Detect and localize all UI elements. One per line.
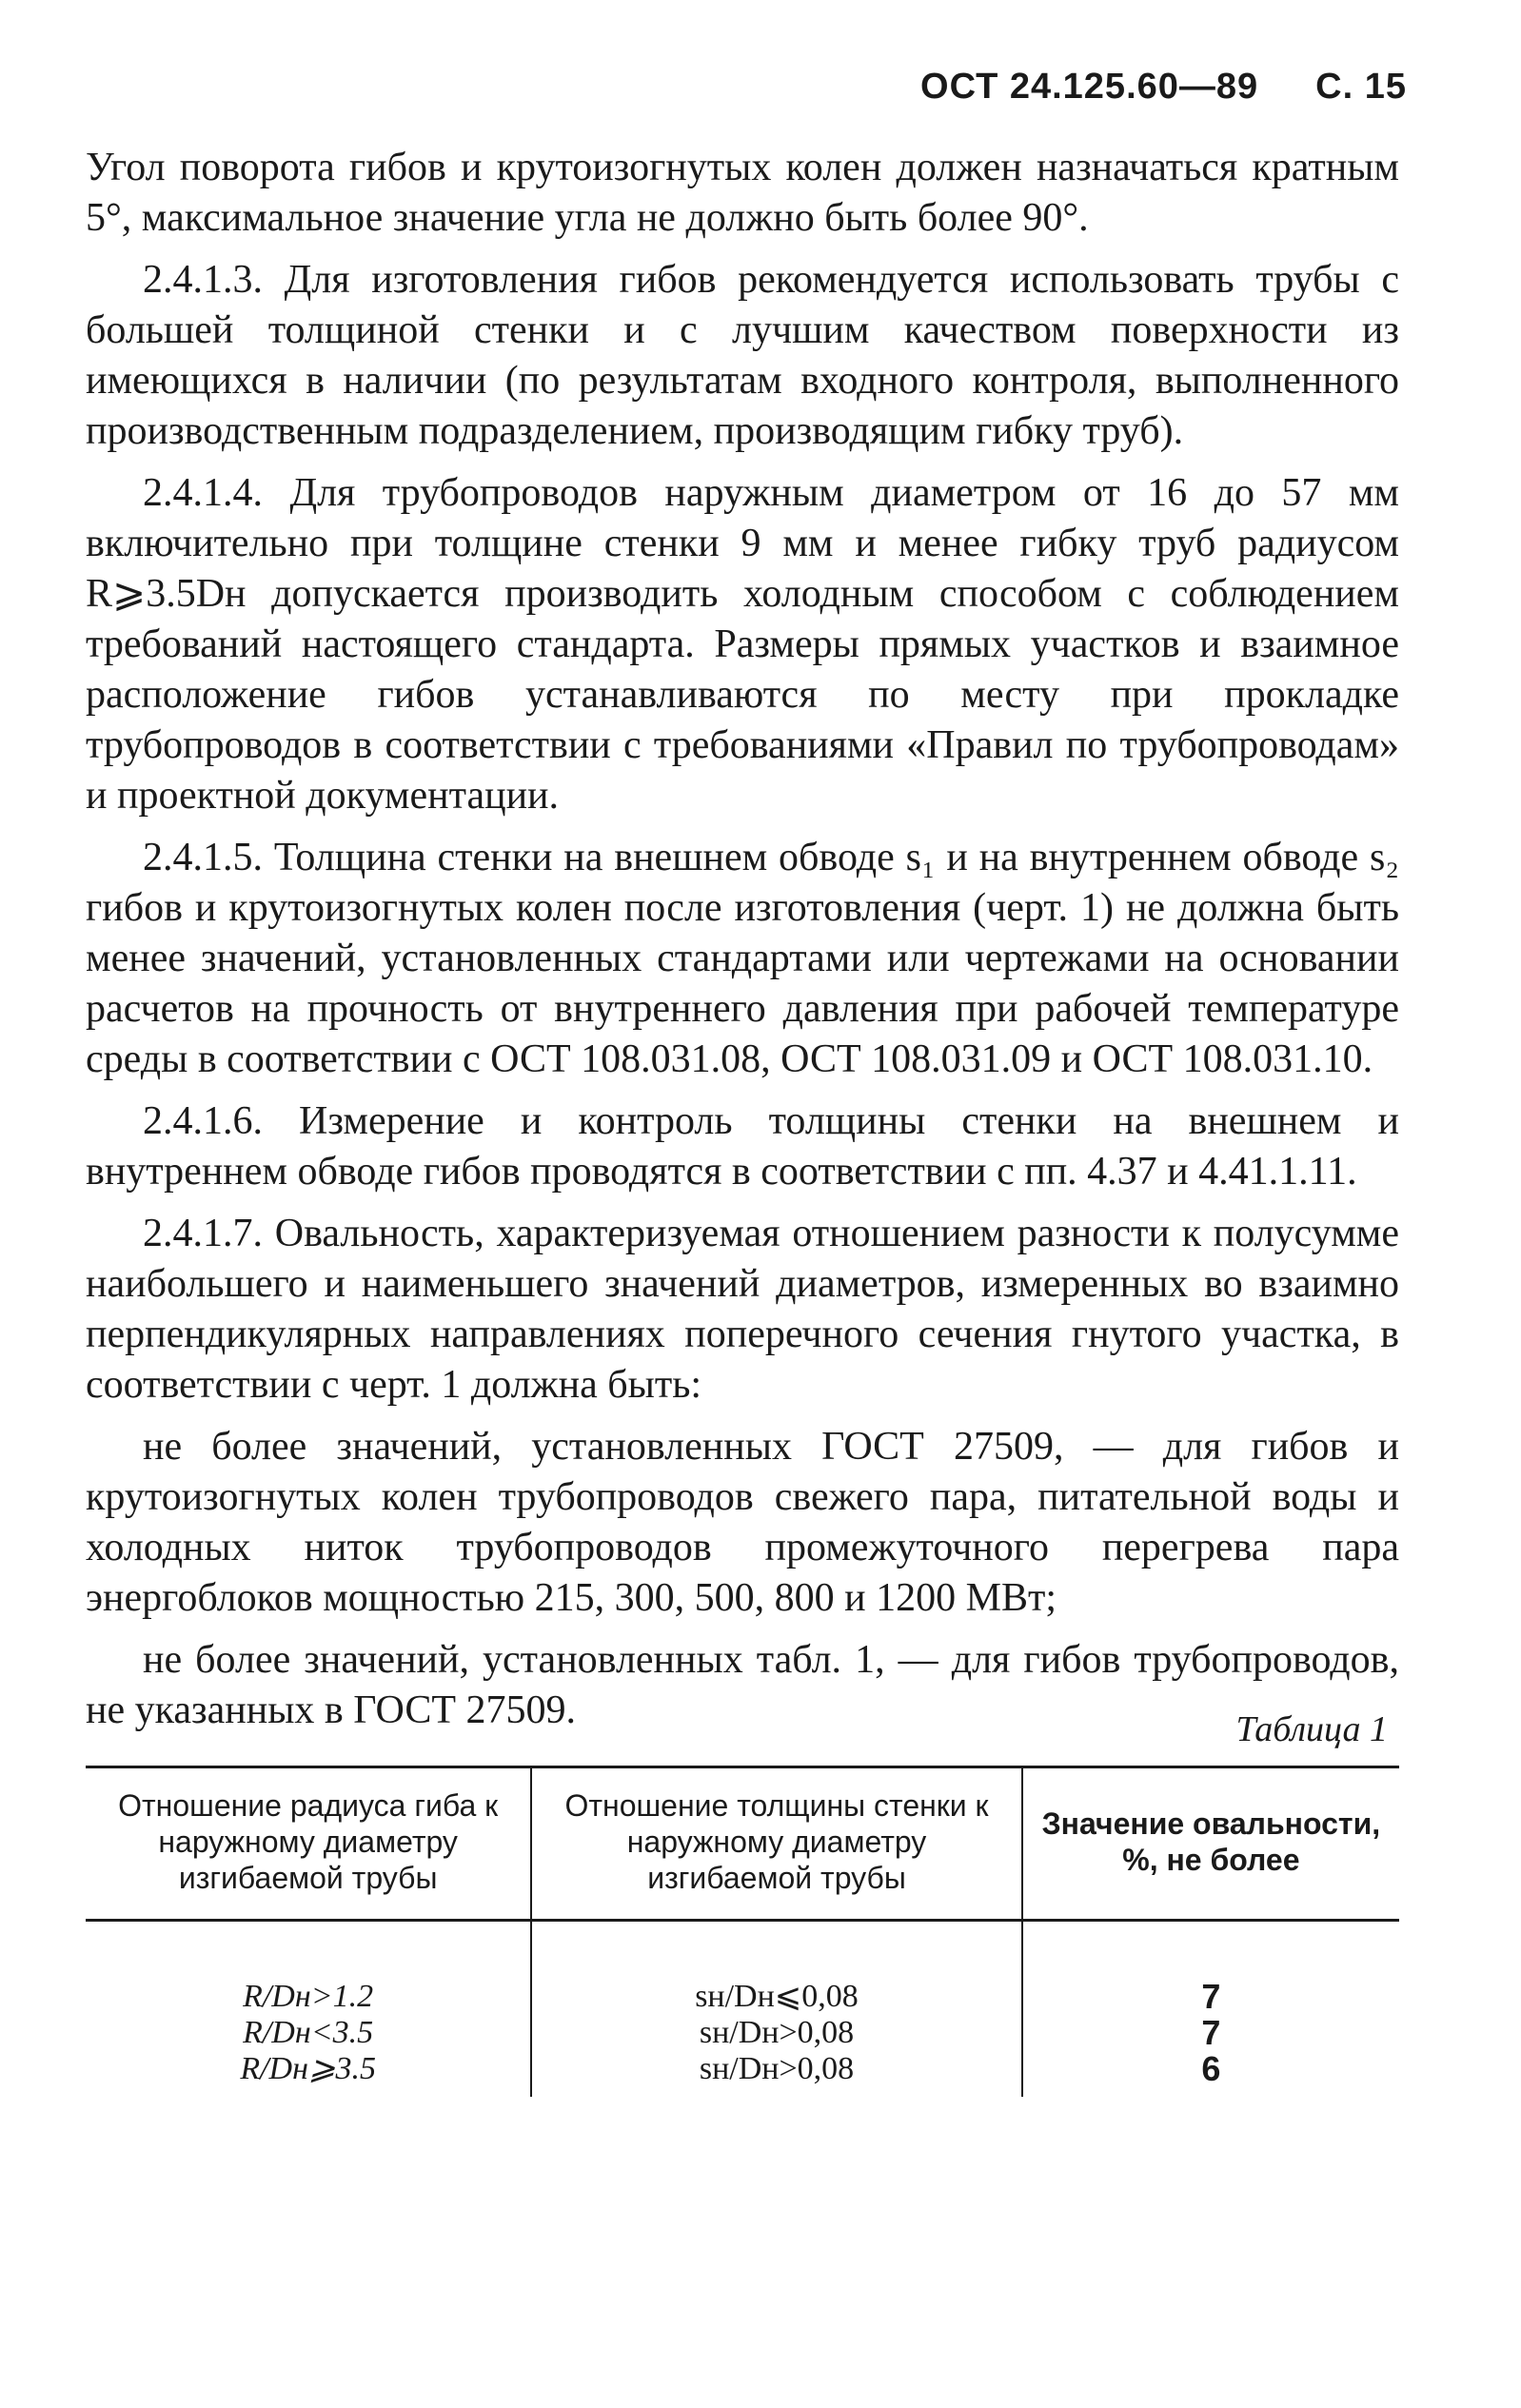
table-header-row bbox=[86, 1767, 1399, 1921]
table-caption: Таблица 1 bbox=[1235, 1709, 1388, 1749]
cell-ovality: 7 bbox=[1201, 2013, 1221, 2052]
header-radius-ratio: Отношение радиуса гиба к наружному диаметру изгибаемой трубы bbox=[86, 1767, 531, 1921]
body-text bbox=[86, 143, 1399, 1747]
paragraph-2-4-1-4: 2.4.1.4. Для трубопроводов наружным диаметром от 16 до 57 мм включительно при толщине стенки 9 мм и менее гибку труб радиусом R⩾3.5Dн допускается производить холодным способом с соблюдением требований настоящего стандарта. Размеры прямых участков и взаимное расположение гибов устанавливаются по месту при прокладке трубопроводов в соответствии с требованиями «Правил по трубопроводам» и проектной документации. bbox=[86, 471, 1399, 818]
paragraph-ovality-gost: не более значений, установленных ГОСТ 27509, — для гибов и крутоизогнутых колен трубопроводов свежего пара, питательной воды и холодных ниток трубопроводов промежуточного перегрева пара энергоблоков мощностью 215, 300, 500, 800 и 1200 МВт; bbox=[86, 1425, 1399, 1620]
header-wall-ratio: Отношение толщины стенки к наружному диаметру изгибаемой трубы bbox=[531, 1767, 1021, 1921]
paragraph-2-4-1-3: 2.4.1.3. Для изготовления гибов рекомендуется использовать трубы с большей толщиной стенки и с лучшим качеством поверхности из имеющихся в наличии (по результатам входного контроля, выполненного производственным подразделением, производящим гибку труб). bbox=[86, 258, 1399, 453]
document-code: ОСТ 24.125.60—89 bbox=[920, 67, 1259, 107]
ovality-table-wrapper bbox=[86, 1766, 1399, 2097]
paragraph-2-4-1-5: 2.4.1.5. Толщина стенки на внешнем обводе s₁ и на внутреннем обводе s₂ гибов и крутоизогнутых колен после изготовления (черт. 1) не должна быть менее значений, установленных стандартами или чертежами на основании расчетов на прочность от внутреннего давления при рабочей температуре среды в соответствии с ОСТ 108.031.08, ОСТ 108.031.09 и ОСТ 108.031.10. bbox=[86, 836, 1399, 1081]
cell-ovality: 7 bbox=[1201, 1977, 1221, 2016]
cell-radius-ratio: R/Dн<3.5 bbox=[86, 2015, 531, 2051]
paragraph-ovality-table: не более значений, установленных табл. 1, — для гибов трубопроводов, не указанных в ГОСТ 27509. bbox=[86, 1638, 1399, 1732]
paragraph-2-4-1-7: 2.4.1.7. Овальность, характеризуемая отношением разности к полусумме наибольшего и наименьшего значений диаметров, измеренных во взаимно перпендикулярных направлениях поперечного сечения гнутого участка, в соответствии с черт. 1 должна быть: bbox=[86, 1212, 1399, 1407]
cell-wall-ratio: sн/Dн⩽0,08 bbox=[531, 1921, 1021, 2016]
table-row bbox=[86, 2015, 1399, 2051]
paragraph-angle-continuation: Угол поворота гибов и крутоизогнутых колен должен назначаться кратным 5°, максимальное значение угла не должно быть более 90°. bbox=[86, 146, 1399, 240]
ovality-table bbox=[86, 1766, 1399, 2097]
cell-radius-ratio: R/Dн⩾3.5 bbox=[86, 2051, 531, 2097]
page-number: С. 15 bbox=[1315, 67, 1407, 107]
cell-wall-ratio: sн/Dн>0,08 bbox=[531, 2051, 1021, 2097]
cell-radius-ratio: R/Dн>1.2 bbox=[86, 1921, 531, 2016]
table-row bbox=[86, 2051, 1399, 2097]
paragraph-2-4-1-6: 2.4.1.6. Измерение и контроль толщины стенки на внешнем и внутреннем обводе гибов проводятся в соответствии с пп. 4.37 и 4.41.1.11. bbox=[86, 1099, 1399, 1194]
page-header bbox=[920, 67, 1407, 108]
header-ovality-value: Значение овальности, %, не более bbox=[1022, 1767, 1399, 1921]
cell-ovality: 6 bbox=[1201, 2049, 1221, 2088]
cell-wall-ratio: sн/Dн>0,08 bbox=[531, 2015, 1021, 2051]
table-row bbox=[86, 1921, 1399, 2016]
